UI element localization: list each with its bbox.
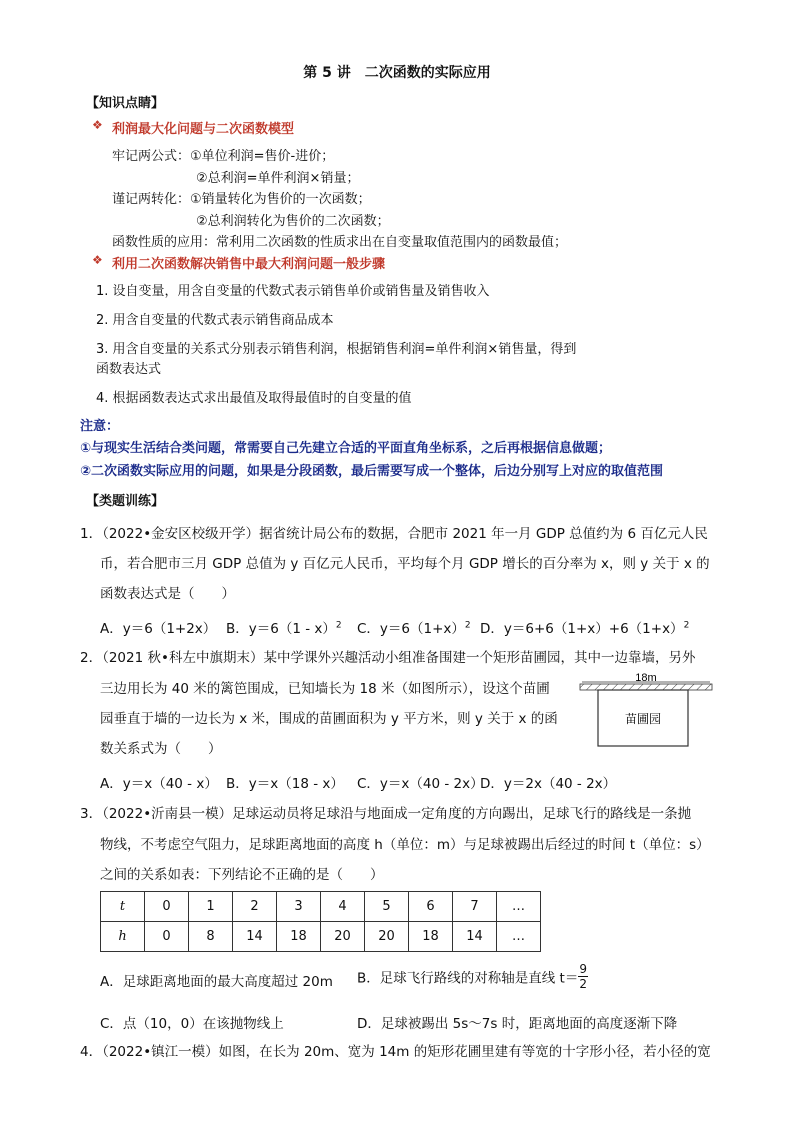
q1-option-d[interactable] [480,617,689,637]
q3-line-3: 之间的关系如表：下列结论不正确的是（ ） [100,867,384,883]
convert-line-1: 谨记两转化：①销量转化为售价的一次函数； [112,192,371,207]
wall-hatch [580,684,712,690]
table-cell: 0 [145,892,189,922]
note-1: ①与现实生活结合类问题，常需要自己先建立合适的平面直角坐标系，之后再根据信息做题； [80,441,612,456]
table-cell: h [101,922,145,952]
q1-option-b[interactable] [226,617,342,637]
step-3: 3. 用含自变量的关系式分别表示销售利润，根据销售利润=单件利润×销售量，得到 [96,342,577,357]
table-row [101,922,541,952]
table-cell: 6 [409,892,453,922]
step-2: 2. 用含自变量的代数式表示销售商品成本 [96,313,334,328]
table-cell: 8 [189,922,233,952]
q1-option-c-exp: 2 [464,620,471,631]
table-cell: 4 [321,892,365,922]
q1-line-1: 1．（2022•金安区校级开学）据省统计局公布的数据，合肥市 2021 年一月 GDP 总值约为 6 百亿元人民 [80,526,708,542]
q3-option-b-text: B．足球飞行路线的对称轴是直线 t＝ [357,970,579,987]
step-4: 4. 根据函数表达式求出最值及取得最值时的自变量的值 [96,391,412,406]
q3-option-c[interactable]: C．点（10，0）在该抛物线上 [100,1016,284,1032]
training-heading: 【类题训练】 [86,494,165,509]
table-cell: 18 [277,922,321,952]
table-cell: … [497,892,541,922]
diamond-bullet-icon: ❖ [92,118,103,132]
note-heading: 注意： [80,419,120,434]
q1-option-c[interactable] [357,617,471,637]
q3-line-2: 物线，不考虑空气阻力，足球距离地面的高度 h（单位：m）与足球被踢出后经过的时间 t（单位：s） [100,837,710,853]
garden-figure [570,672,716,750]
table-cell: 14 [233,922,277,952]
formula-line-1: 牢记两公式：①单位利润=售价-进价； [112,149,335,164]
q2-line-4: 数关系式为（ ） [100,741,222,757]
table-cell: 20 [321,922,365,952]
page-title: 第 5 讲 二次函数的实际应用 [303,65,491,81]
table-cell: 1 [189,892,233,922]
property-line: 函数性质的应用：常利用二次函数的性质求出在自变量取值范围内的函数最值； [112,235,568,250]
q1-option-a[interactable]: A．y＝6（1+2x） [100,621,217,637]
q1-option-b-exp: 2 [335,620,342,631]
topic-profit-model: 利润最大化问题与二次函数模型 [112,122,295,137]
q3-option-d[interactable]: D．足球被踢出 5s～7s 时，距离地面的高度逐渐下降 [357,1016,678,1032]
knowledge-heading: 【知识点睛】 [86,96,165,111]
q3-line-1: 3．（2022•沂南县一模）足球运动员将足球沿与地面成一定角度的方向踢出，足球飞行的路线是一条抛 [80,806,692,822]
table-cell: 7 [453,892,497,922]
convert-line-2: ②总利润转化为售价的二次函数； [196,214,390,229]
q1-option-d-text: D．y＝6+6（1+x）+6（1+x） [480,621,684,637]
q1-line-2: 币，若合肥市三月 GDP 总值为 y 百亿元人民币，平均每个月 GDP 增长的百分率为 x，则 y 关于 x 的 [100,556,710,572]
table-cell: 3 [277,892,321,922]
garden-label: 苗圃园 [624,712,662,726]
q1-option-c-text: C．y＝6（1+x） [357,621,465,637]
formula-line-2: ②总利润=单件利润×销量； [196,171,360,186]
q3-data-table [100,891,541,952]
q2-line-3: 园垂直于墙的一边长为 x 米，围成的苗圃面积为 y 平方米，则 y 关于 x 的函 [100,711,558,727]
table-cell: 14 [453,922,497,952]
diamond-bullet-icon: ❖ [92,253,103,267]
q2-option-c[interactable]: C．y＝x（40 - 2x） [357,776,484,792]
q2-option-b[interactable]: B．y＝x（18 - x） [226,776,344,792]
step-1: 1. 设自变量，用含自变量的代数式表示销售单价或销售量及销售收入 [96,284,490,299]
table-cell: t [101,892,145,922]
note-2: ②二次函数实际应用的问题，如果是分段函数，最后需要写成一个整体，后边分别写上对应的取值范围 [80,464,664,479]
table-cell: 2 [233,892,277,922]
q2-option-d[interactable]: D．y＝2x（40 - 2x） [480,776,617,792]
table-row [101,892,541,922]
q3-option-b[interactable] [357,962,588,991]
q1-option-b-text: B．y＝6（1 - x） [226,621,336,637]
q2-line-2: 三边用长为 40 米的篱笆围成，已知墙长为 18 米（如图所示），设这个苗圃 [100,681,550,697]
fraction-denominator: 2 [579,977,587,991]
table-cell: … [497,922,541,952]
table-cell: 5 [365,892,409,922]
wall-length-label: 18m [635,672,657,684]
q2-line-1: 2．（2021 秋•科左中旗期末）某中学课外兴趣活动小组准备围建一个矩形苗圃园，其中一边靠墙，另外 [80,650,696,666]
q1-line-3: 函数表达式是（ ） [100,586,235,602]
q3-option-a[interactable]: A．足球距离地面的最大高度超过 20m [100,974,333,990]
topic-profit-steps: 利用二次函数解决销售中最大利润问题一般步骤 [112,257,386,272]
q2-option-a[interactable]: A．y＝x（40 - x） [100,776,218,792]
step-3-cont: 函数表达式 [96,362,162,377]
q4-line-1: 4．（2022•镇江一模）如图，在长为 20m、宽为 14m 的矩形花圃里建有等宽的十字形小径，若小径的宽 [80,1044,711,1060]
q3-option-b-fraction [578,962,588,991]
table-cell: 18 [409,922,453,952]
table-cell: 20 [365,922,409,952]
table-cell: 0 [145,922,189,952]
q1-option-d-exp: 2 [683,620,690,631]
fraction-numerator: 9 [579,962,587,976]
